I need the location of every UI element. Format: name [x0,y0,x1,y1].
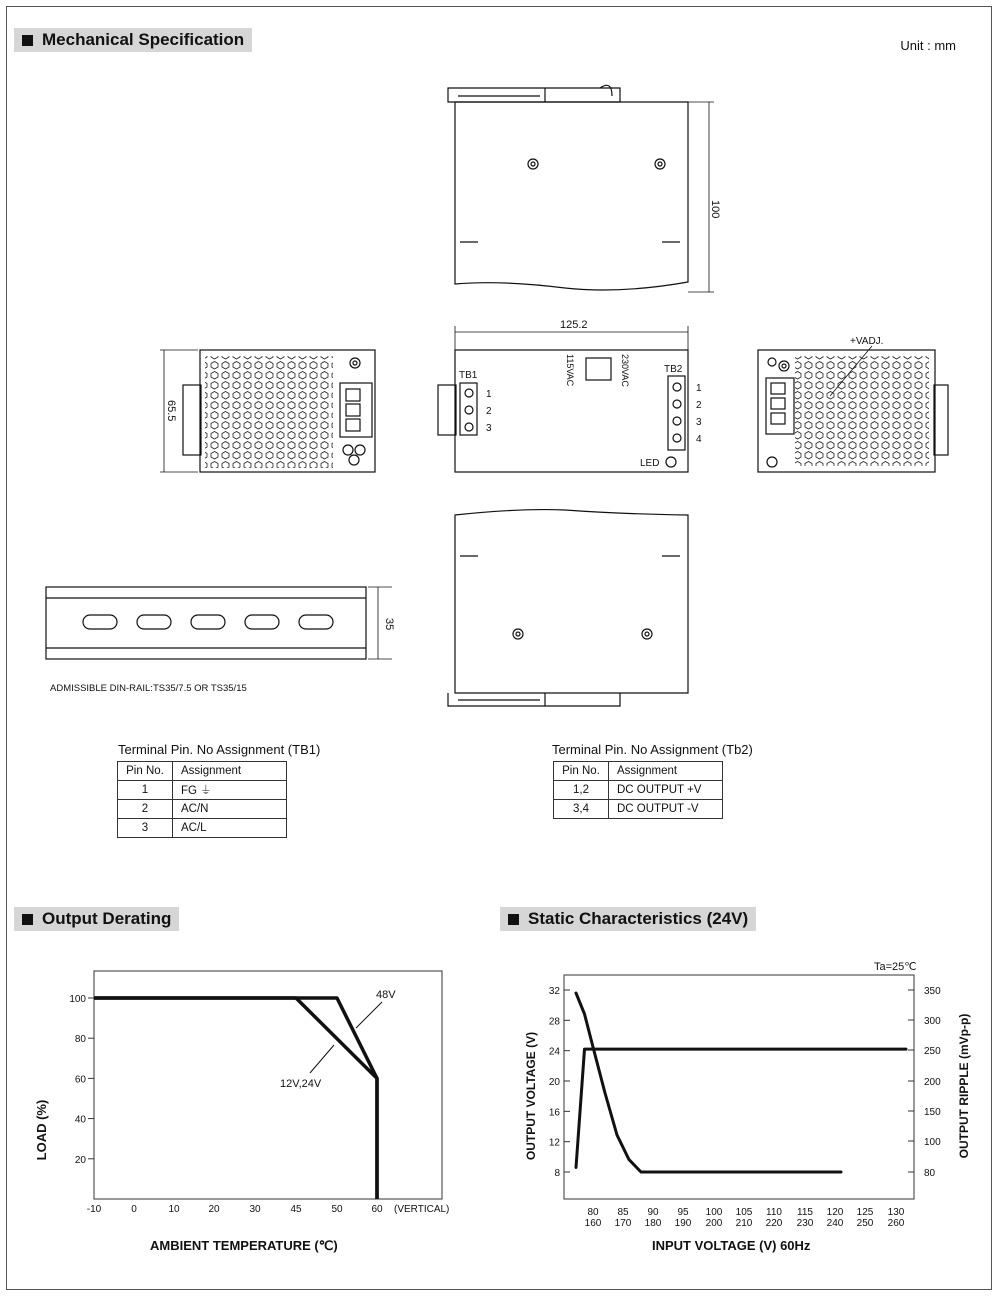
y-right-tick-label: 100 [924,1137,941,1148]
y-left-tick-label: 24 [548,1046,560,1058]
tb1-label: TB1 [459,370,478,381]
tb2-pin-4: 4 [696,434,702,445]
table-header-cell: Assignment [609,762,723,781]
x-tick-label: 50 [331,1204,343,1215]
x-tick-label-bottom: 260 [887,1218,905,1229]
title-square-icon [508,914,519,925]
derating-y-axis-label: LOAD (%) [34,1099,49,1161]
static-right-y-axis-label: OUTPUT RIPPLE (mVp-p) [957,1013,971,1159]
front-view [438,326,688,472]
table-cell: 3 [118,819,173,838]
y-right-tick-label: 200 [924,1077,941,1088]
legend-12v-24v: 12V,24V [280,1078,322,1090]
output-derating-title [14,907,179,931]
table-cell: 1,2 [554,781,609,800]
table-cell: 1 [118,781,173,800]
x-tick-label-top: 125 [856,1207,874,1218]
y-left-tick-label: 28 [548,1016,560,1028]
y-right-tick-label: 80 [924,1168,936,1179]
vadj-label: +VADJ. [850,336,884,347]
x-tick-label-bottom: 200 [705,1218,723,1229]
table-cell: DC OUTPUT -V [609,800,723,819]
x-tick-label-bottom: 210 [735,1218,753,1229]
derating-x-extra-label: (VERTICAL) [394,1204,450,1215]
x-tick-label: -10 [86,1204,102,1215]
x-tick-label-bottom: 190 [674,1218,692,1229]
x-tick-label-top: 115 [797,1207,813,1218]
table-cell: 3,4 [554,800,609,819]
tb1-pin-3: 3 [486,423,492,434]
x-tick-label: 60 [371,1204,383,1215]
x-tick-label: 30 [249,1204,261,1215]
table-row [554,800,723,819]
x-tick-label: 10 [168,1204,180,1215]
tb2-table-title: Terminal Pin. No Assignment (Tb2) [552,742,753,757]
x-tick-label-bottom: 170 [614,1218,632,1229]
left-side-view [160,350,375,472]
x-tick-label-top: 100 [705,1207,723,1218]
output-derating-label: Output Derating [42,909,172,928]
x-tick-label-top: 105 [735,1207,753,1218]
mechanical-spec-label: Mechanical Specification [42,30,245,49]
y-right-tick-label: 300 [924,1016,941,1027]
tb2-pin-1: 1 [696,383,702,394]
table-cell: AC/N [173,800,287,819]
dim-rail-label: 35 [383,618,395,631]
static-x-axis-label: INPUT VOLTAGE (V) 60Hz [652,1238,811,1253]
x-tick-label-bottom: 220 [765,1218,783,1229]
x-tick-label-top: 130 [887,1207,905,1218]
derating-x-axis-label: AMBIENT TEMPERATURE (℃) [150,1238,338,1253]
tb1-table [117,761,287,838]
y-left-tick-label: 16 [548,1107,560,1119]
dim-width-label: 125.2 [560,319,588,331]
table-cell: 2 [118,800,173,819]
x-tick-label-top: 80 [587,1207,599,1218]
x-tick-label-bottom: 240 [826,1218,844,1229]
x-tick-label: 0 [131,1204,137,1215]
vac115-label: 115VAC [565,354,575,387]
table-row [118,819,287,838]
x-tick-label-top: 85 [617,1207,629,1218]
table-cell: FG ⏚ [173,781,287,800]
static-left-y-axis-label: OUTPUT VOLTAGE (V) [524,1031,538,1161]
table-header-cell: Pin No. [118,762,173,781]
y-tick-label: 80 [74,1034,86,1046]
x-tick-label-top: 110 [766,1207,782,1218]
x-tick-label-top: 95 [677,1207,689,1218]
y-right-tick-label: 250 [924,1046,941,1057]
x-tick-label-top: 90 [647,1207,659,1218]
y-left-tick-label: 20 [548,1077,560,1088]
x-tick-label: 20 [208,1204,220,1215]
unit-label: Unit : mm [900,38,956,53]
static-characteristics-title [500,907,756,931]
din-rail-view [46,587,392,659]
table-cell: AC/L [173,819,287,838]
table-row [554,781,723,800]
din-rail-note: ADMISSIBLE DIN-RAIL:TS35/7.5 OR TS35/15 [50,683,247,694]
table-header-row [118,762,287,781]
x-tick-label-bottom: 250 [856,1218,874,1229]
y-tick-label: 40 [74,1114,86,1126]
tb2-table [553,761,723,819]
x-tick-label-top: 120 [826,1207,844,1218]
static-characteristics-label: Static Characteristics (24V) [528,909,749,928]
x-tick-label-bottom: 160 [584,1218,602,1229]
table-header-row [554,762,723,781]
x-tick-label-bottom: 180 [644,1218,662,1229]
table-row [118,800,287,819]
table-header-cell: Pin No. [554,762,609,781]
top-view [448,85,714,292]
table-row [118,781,287,800]
table-cell: DC OUTPUT +V [609,781,723,800]
tb1-pin-2: 2 [486,406,492,417]
x-tick-label-bottom: 230 [796,1218,814,1229]
tb1-table-title: Terminal Pin. No Assignment (TB1) [118,742,321,757]
y-right-tick-label: 150 [924,1107,941,1118]
vac230-label: 230VAC [620,354,630,387]
dim-depth-label: 65.5 [165,400,177,422]
y-left-tick-label: 12 [548,1137,560,1149]
tb2-label: TB2 [664,364,683,375]
static-temp-annotation: Ta=25℃ [874,961,917,973]
x-tick-label: 45 [290,1204,302,1215]
tb2-pin-3: 3 [696,417,702,428]
dim-height-label: 100 [709,200,721,219]
bottom-view [448,510,688,706]
right-side-view [758,346,948,472]
tb1-pin-1: 1 [486,389,492,400]
y-tick-label: 60 [74,1074,86,1086]
y-tick-label: 20 [74,1154,86,1166]
legend-48v: 48V [376,989,396,1001]
led-label: LED [640,458,660,469]
y-tick-label: 100 [69,994,86,1005]
title-square-icon [22,914,33,925]
y-left-tick-label: 32 [548,986,560,997]
y-left-tick-label: 8 [554,1168,560,1179]
tb2-pin-2: 2 [696,400,702,411]
y-right-tick-label: 350 [924,986,941,997]
table-header-cell: Assignment [173,762,287,781]
